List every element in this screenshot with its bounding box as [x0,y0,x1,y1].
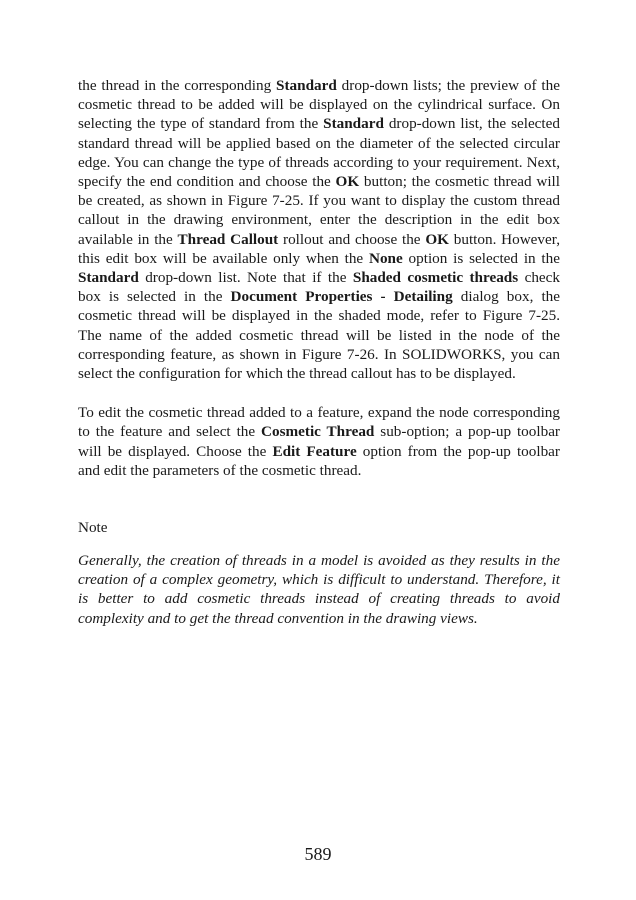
page-content [78,76,560,628]
text-run: button. However, this edit box will be available only when the [78,230,560,267]
bold-term-edit-feature: Edit Feature [272,442,357,460]
spacer [78,383,560,403]
text-run: drop-down list, the selected standard thread will be applied based on the diameter of the selected circular edge. You can change the type of threads according to your requirement. Next, specify the end condition and choose the [78,115,560,191]
text-run: drop-down list. Note that if the [138,269,353,287]
text-run: To edit the cosmetic thread added to a feature, expand the node corresponding to the feature and select the [78,404,560,441]
page-number: 589 [304,844,332,864]
bold-term-ok: OK [335,173,360,191]
spacer [78,537,560,551]
note-title: Note [78,519,108,537]
bold-term-standard: Standard [276,77,337,94]
text-run: option is selected in the [402,249,560,267]
bold-term-standard: Standard [78,269,139,287]
bold-term-ok: OK [425,230,449,248]
text-run: sub-option; a pop-up toolbar will be displayed. Choose the [78,423,560,460]
text-run: button; the cosmetic thread will be created, as shown in Figure 7-25. If you want to display the custom thread callout in the drawing environment, enter the description in the edit box available in the [78,173,560,248]
bold-term-shaded-cosmetic-threads: Shaded cosmetic threads [352,269,519,287]
text-run: the thread in the corresponding [78,77,277,94]
body-paragraph-cosmetic-thread [78,76,560,383]
spacer [78,480,560,518]
bold-term-standard: Standard [323,115,384,133]
text-run: option from the pop-up toolbar and edit the parameters of the cosmetic thread. [78,442,560,479]
text-run: rollout and choose the [278,230,426,248]
text-run: drop-down lists; the preview of the cosmetic thread to be added will be displayed on the cylindrical surface. On selecting the type of standard from the [78,77,560,133]
body-paragraph-edit-thread [78,403,560,480]
text-run: dialog box, the cosmetic thread will be displayed in the shaded mode, refer to Figure 7-25. The name of the added cosmetic thread will be listed in the node of the corresponding feature, as shown in Figure 7-26. In SOLIDWORKS, you can select the configuration for which the thread callout has to be displayed. [78,288,561,383]
bold-term-none: None [368,249,403,267]
bold-term-thread-callout: Thread Callout [177,230,279,248]
bold-term-cosmetic-thread: Cosmetic Thread [261,423,375,441]
bold-term-document-properties-detailing: Document Properties - Detailing [230,288,453,306]
note-body: Generally, the creation of threads in a model is avoided as they results in the creation of a complex geometry, which is difficult to understand. Therefore, it is better to add cosmetic threads instead of creating threads to avoid complexity and to get the thread convention in the drawing views. [78,552,560,627]
text-run: check box is selected in the [78,269,560,306]
